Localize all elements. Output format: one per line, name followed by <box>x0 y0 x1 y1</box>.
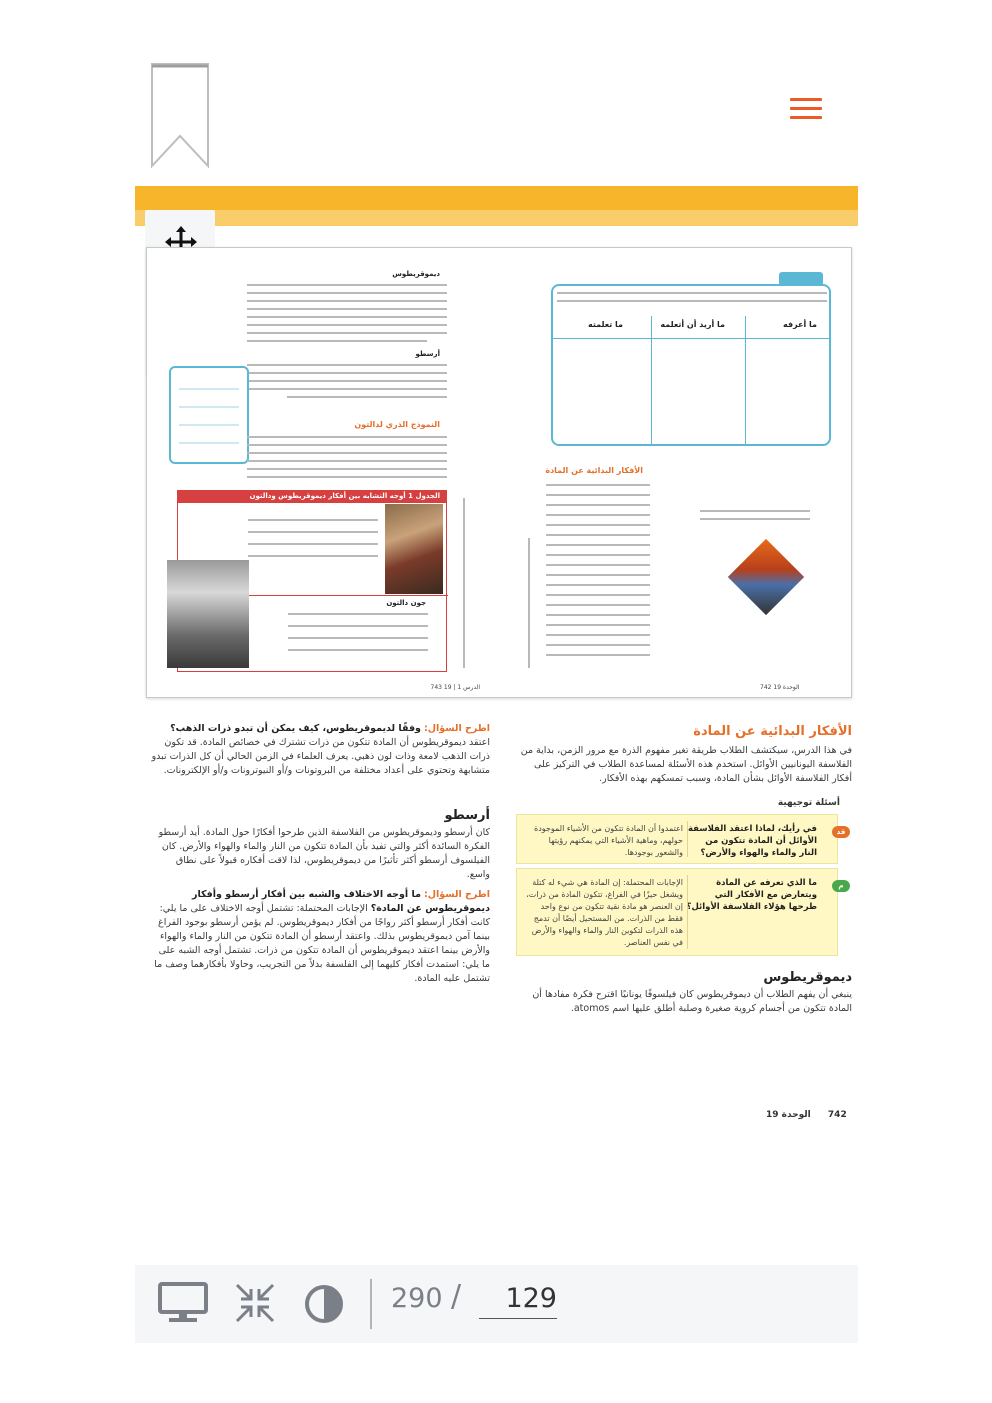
guiding-questions-label: أسئلة توجيهية <box>777 798 840 808</box>
page-footer <box>766 1110 847 1120</box>
header-band-lower <box>135 210 858 226</box>
pv-heading-dalton: جون دالتون <box>386 599 426 607</box>
ask-answer-1: اعتقد ديموقريطوس أن المادة تتكون من ذرات تشترك في خصائص المادة. قد تكون ذرات الذهب لامعة وذات لون ذهبي. يعرف العلماء في الزمن الحالي أن كل الذرات تبدو متشابهة وتحتوي على أعداد مختلفة من البروتونات و/أو النيوترونات و/أو الإلكترونات. <box>151 737 490 776</box>
kwl-learned-header: ما تعلمته <box>587 320 623 329</box>
collapse-icon[interactable] <box>233 1281 277 1329</box>
page-thumbnail[interactable] <box>146 247 852 698</box>
aristotle-body: كان أرسطو وديموقريطوس من الفلاسفة الذين طرحوا أفكارًا حول المادة. أيد أرسطو الفكرة السائدة أكثر والتي تفيد بأن المادة تتكون من النار والماء والهواء والأرض. كان الفيلسوف أرسطو أكثر تأثيرًا من ديموقريطوس، لذا لاقت أفكاره قبولاً على نطاق واسع. <box>158 827 490 880</box>
article-title: الأفكار البدائية عن المادة <box>693 724 852 739</box>
kwl-know-header: ما أعرفه <box>782 320 817 329</box>
pv-note-box <box>169 366 249 464</box>
unit-label: الوحدة 19 <box>766 1110 811 1120</box>
page-separator: / <box>451 1279 462 1314</box>
pv-title-dalton: النموذج الذري لدالتون <box>354 420 440 429</box>
thumbnail-page-left <box>147 248 500 698</box>
ask-question-text-1: وفقًا لديموقريطوس، كيف يمكن أن تبدو ذرات الذهب؟ <box>170 723 421 734</box>
democritus-title: ديموقريطوس <box>763 970 852 985</box>
answer-2: الإجابات المحتملة: إن المادة هي شيء له كتلة ويشغل حيزًا في الفراغ، تتكون المادة من ذرات، إن العنصر هو مادة نقية تتكون من نوع واحد فقط من الذرات. من المستحيل أيضًا أن تدمج هذه الذرات لتكوين النار والماء والهواء والأرض في نفس العناصر. <box>526 878 683 947</box>
badge-1: قد <box>832 826 850 838</box>
total-pages: 290 <box>391 1283 443 1314</box>
toolbar-divider <box>370 1279 372 1329</box>
aristotle-title: أرسطو <box>444 808 490 823</box>
badge-2: م <box>832 880 850 892</box>
pv-footer-left: الدرس 1 | 19 743 <box>430 684 480 691</box>
dalton-portrait <box>167 560 249 668</box>
pv-heading-democritus: ديموقريطوس <box>392 270 440 278</box>
ask-label-2: اطرح السؤال: <box>423 889 490 900</box>
question-box-2 <box>516 868 838 956</box>
question-2: ما الذي تعرفه عن المادة ويتعارض مع الأفكار التي طرحها هؤلاء الفلاسفة الأوائل؟ <box>686 878 817 912</box>
pv-heading-aristotle: أرسطو <box>415 350 440 358</box>
monitor-icon[interactable] <box>157 1281 209 1329</box>
pv-footer-right: الوحدة 19 742 <box>760 684 800 691</box>
democritus-portrait <box>385 504 443 594</box>
contrast-icon[interactable] <box>303 1283 345 1329</box>
kwl-want-header: ما أريد أن أتعلمه <box>660 320 725 329</box>
ask-question-1 <box>150 722 490 778</box>
article-intro: في هذا الدرس، سيكتشف الطلاب طريقة تغير مفهوم الذرة مع مرور الزمن، بداية من الفلاسفة اليونانيين الأوائل. استخدم هذه الأسئلة لمساعدة الطلاب في التركيز على أفكار الفلاسفة الأوائل بشأن المادة، وسبب تمسكهم بهذه الأفكار. <box>520 745 852 784</box>
bottom-toolbar <box>135 1265 858 1343</box>
ask-answer-2: الإجابات المحتملة: تشتمل أوجه الاختلاف على ما يلي: كانت أفكار أرسطو أكثر رواجًا من أفكار ديموقريطوس. لم يؤمن أرسطو بوجود الفراغ بينما آمن ديموقريطوس بذلك. واعتقد أرسطو أن المادة تتكون من النار والماء والهواء والأرض بينما اعتقد ديموقريطوس أن المادة تتكون من ذرات. تشتمل أوجه الشبه على ما يلي: استمدت أفكار كليهما إلى الفلسفة بدلاً من التجريب، وحاولا بأفكارهما وصف ما تشتمل عليه المادة. <box>154 903 490 984</box>
ask-question-text-2: ما أوجه الاختلاف والشبه بين أفكار أرسطو وأفكار ديموقريطوس عن المادة؟ <box>191 889 490 914</box>
bookmark-icon[interactable] <box>148 60 212 172</box>
hamburger-icon[interactable] <box>790 98 822 122</box>
question-box-1 <box>516 814 838 864</box>
answer-1: اعتمدوا أن المادة تتكون من الأشياء الموجودة حولهم، وماهية الأشياء التي يمكنهم رؤيتها والشعور بوجودها. <box>534 824 683 857</box>
page-number: 742 <box>827 1110 847 1120</box>
question-1: في رأيك، لماذا اعتقد الفلاسفة الأوائل أن المادة تتكون من النار والماء والهواء والأرض؟ <box>687 824 817 858</box>
democritus-body: ينبغي أن يفهم الطلاب أن ديموقريطوس كان فيلسوفًا يونانيًا اقترح فكرة مفادها أن المادة تتكون من أجسام كروية صغيرة وصلبة أطلق عليها اسم atomos. <box>532 989 852 1014</box>
ask-label-1: اطرح السؤال: <box>423 723 490 734</box>
pv-table-caption: الجدول 1 أوجه التشابه بين أفكار ديموقريطوس ودالتون <box>249 492 440 500</box>
pv-kwl-chart <box>551 284 831 446</box>
pv-title-early-ideas: الأفكار البدائية عن المادة <box>545 466 643 475</box>
current-page-input[interactable] <box>479 1279 557 1319</box>
ask-question-2 <box>150 888 490 986</box>
